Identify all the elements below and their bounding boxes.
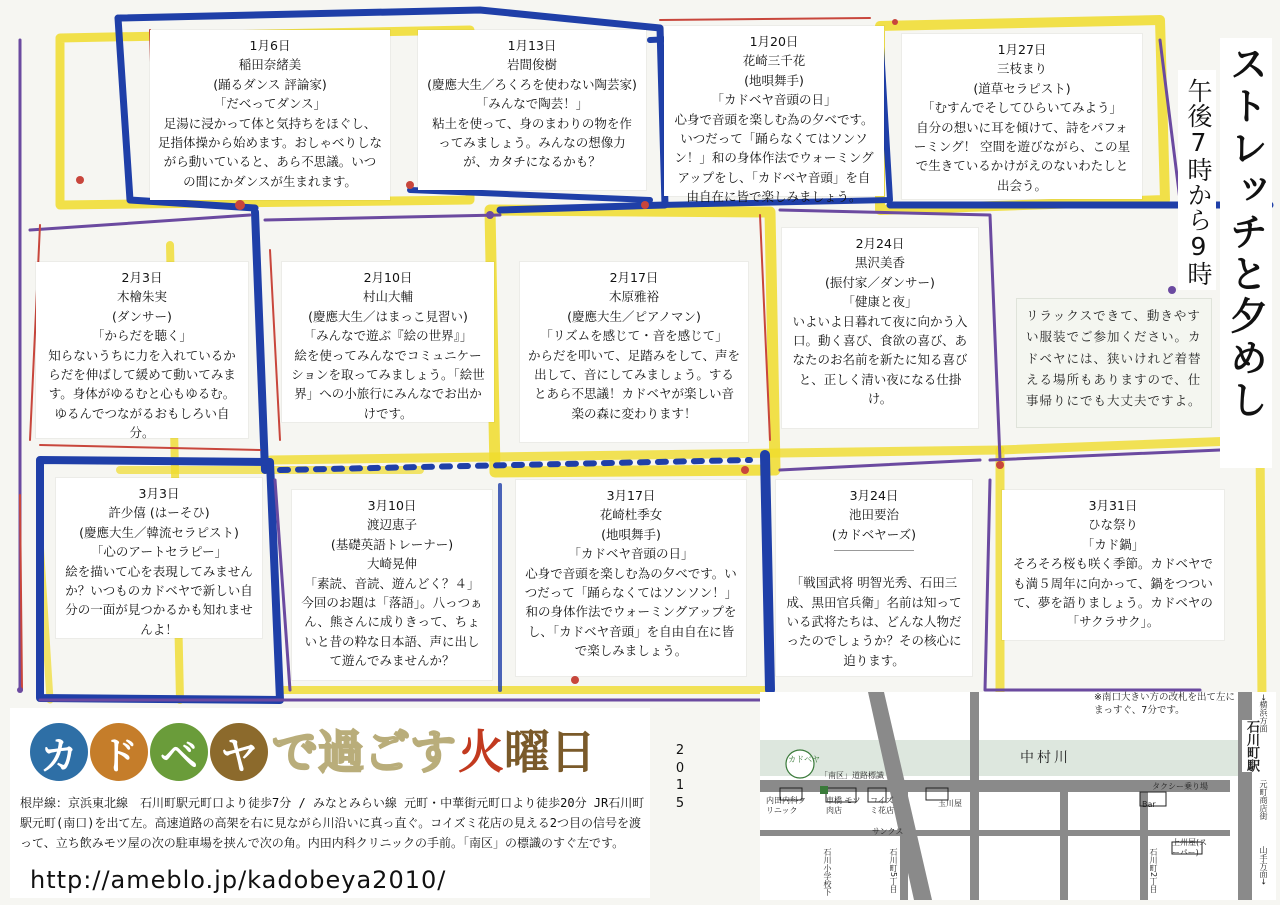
session-role: (慶應大生／韓流セラピスト): [79, 524, 239, 540]
banner: [10, 708, 650, 898]
session-role: (ダンサー): [112, 308, 172, 324]
divider: [834, 550, 914, 551]
session-role: (道草セラピスト): [973, 80, 1071, 96]
session-name: 花崎三千花: [742, 53, 806, 69]
session-name: 許少僖 (はーそひ): [108, 505, 210, 521]
session-date: 1月6日: [249, 38, 291, 53]
session-date: 3月10日: [367, 498, 417, 513]
session-title: 「リズムを感じて・音を感じて」: [540, 328, 728, 344]
session-title: 「心のアートセラピー」: [90, 544, 228, 560]
session-title: 「みんなで遊ぶ『絵の世界』」: [303, 328, 473, 344]
session-name: 三枝まり: [996, 61, 1047, 77]
session-description: 粘土を使って、身のまわりの物を作ってみましょう。みんなの想像力が、カタチになるかも？: [432, 115, 632, 170]
session-date: 1月27日: [997, 42, 1047, 57]
session-role: (慶應大生／ピアノマン): [567, 308, 701, 324]
session-card: [664, 26, 884, 204]
session-date: 3月3日: [138, 486, 180, 501]
map-label: 山手方面→: [1259, 846, 1268, 885]
time-label: 午後7時から9時: [1178, 70, 1216, 290]
session-card: [282, 262, 494, 422]
session-role: (基礎英語トレーナー): [330, 536, 454, 552]
session-card: [56, 478, 262, 638]
session-title: 「カドベヤ音頭の日」: [711, 92, 837, 108]
map-label: Bar: [1142, 800, 1156, 809]
session-role: (地唄舞手): [601, 526, 661, 542]
session-description: 足湯に浸かって体と気持ちをほぐし、足指体操から始めます。おしゃべりしながら動いていると、あら不思議。いつの間にかダンスが生まれます。: [158, 115, 383, 189]
map-label: 石川町5丁目: [889, 848, 898, 894]
map-station-label: 石川町駅: [1244, 720, 1259, 772]
map-shop-label: カドベヤ: [788, 755, 820, 764]
map-label: 元町商店街: [1259, 780, 1268, 820]
map-label: 車橋 モツ肉店: [826, 796, 861, 815]
session-role: 「カド鍋」: [1081, 536, 1145, 552]
session-card: [516, 480, 746, 676]
session-date: 1月20日: [749, 34, 799, 49]
session-description: 「素読、音読、遊んどく？４」今回のお題は「落語」。八っつぁん、熊さんに成りきって、ちょいと昔の粋な日本語、声に出して遊んでみませんか？: [301, 575, 483, 668]
brand-char: カ: [30, 723, 88, 781]
session-title: 「カドベヤ音頭の日」: [568, 546, 694, 562]
map-label: 玉川屋: [938, 799, 962, 808]
map-label: 上州屋(スーパー): [1172, 838, 1208, 857]
brand-day: 火曜日: [458, 725, 596, 779]
session-name: 木檜朱実: [116, 289, 167, 305]
session-card: [418, 30, 646, 190]
website-link[interactable]: http://ameblo.jp/kadobeya2010/: [30, 866, 447, 894]
session-name: 村山大輔: [362, 289, 413, 305]
session-name: 稲田奈緒美: [238, 57, 302, 73]
session-role: (慶應大生／はまっこ見習い): [308, 308, 468, 324]
session-date: 2月24日: [855, 236, 905, 251]
access-directions: 根岸線：京浜東北線 石川町駅元町口より徒歩7分 / みなとみらい線 元町・中華街元町口より徒歩20分 JR石川町駅元町(南口)を出て左。高速道路の高架を右に見ながら川沿いに真っ直ぐ。コイズミ花店の見える2つ目の信号を渡って、立ち飲みモツ屋の次の駐車場を挟んで次の角。内田内科クリニックの手前。「南区」の標識のすぐ左です。: [20, 796, 645, 850]
session-description: からだを叩いて、足踏みをして、声を出して、音にしてみましょう。するとあら不思議！カドベヤが楽しい音楽の森に変わります！: [528, 347, 741, 421]
session-description: 絵を描いて心を表現してみませんか？いつものカドベヤで新しい自分の一面が見つかるかも知れませんよ！: [65, 563, 253, 637]
brand-logo: [30, 716, 596, 788]
session-card: [150, 30, 390, 200]
map-label: →横浜方面: [1259, 694, 1268, 733]
map-label: 「南区」道路標識: [820, 771, 884, 780]
session-description: 絵を使ってみんなでコミュニケーションを取ってみましょう。「絵世界」への小旅行にみんなでお出かけです。: [291, 347, 485, 421]
session-name: 渡辺恵子: [366, 517, 417, 533]
session-role: (カドベヤーズ): [831, 526, 917, 542]
map-note: ※南口大きい方の改札を出て左にまっすぐ、7分です。: [1094, 692, 1235, 716]
session-role: (振付家／ダンサー): [825, 274, 935, 290]
session-role: (地唄舞手): [744, 72, 804, 88]
session-title: 「健康と夜」: [842, 294, 918, 310]
session-date: 3月17日: [606, 488, 656, 503]
map-label: 石川町2丁目: [1149, 848, 1158, 894]
session-title: 「みんなで陶芸！」: [475, 96, 589, 112]
session-date: 3月31日: [1088, 498, 1138, 513]
session-description: 知らないうちに力を入れているからだを伸ばして緩めて動いてみます。身体がゆるむと心もゆるむ。ゆるんでつながるおもしろい自分。: [48, 347, 236, 440]
session-title: 「むすんでそしてひらいてみよう」: [921, 100, 1122, 116]
session-card: [1002, 490, 1224, 640]
session-description: 自分の想いに耳を傾けて、詩をパフォーミング！ 空間を遊びながら、この星で生きているかけがえのないわたしと出会う。: [913, 119, 1131, 193]
session-card: [520, 262, 748, 442]
map-label: 石川小学校下: [823, 848, 832, 896]
session-description: 心身で音頭を楽しむ為の夕べです。いつだって「踊らなくてはソンソン！」和の身体作法でウォーミングアップをし、「カドベヤ音頭」を自由自在に皆で楽しみましょう。: [674, 111, 874, 204]
session-card: [36, 262, 248, 438]
session-name: 黒沢美香: [854, 255, 905, 271]
map-label: サンクス: [872, 827, 904, 836]
session-role: (踊るダンス 評論家): [213, 76, 327, 92]
series-title: ストレッチと夕めし: [1220, 38, 1272, 468]
session-name: 池田要治: [848, 507, 899, 523]
session-title: 「からだを聴く」: [91, 328, 192, 344]
map-label: コイズミ花店: [870, 796, 894, 815]
session-date: 1月13日: [507, 38, 557, 53]
brand-tagline: で過ごす: [272, 725, 456, 779]
session-date: 2月17日: [609, 270, 659, 285]
session-name: ひな祭り: [1087, 517, 1138, 533]
session-name: 花崎杜季女: [599, 507, 663, 523]
attire-note: リラックスできて、動きやすい服装でご参加ください。カドベヤには、狭いけれど着替える場所もありますので、仕事帰りにでも大丈夫ですよ。: [1016, 298, 1212, 428]
map-label: 内田内科クリニック: [766, 796, 806, 815]
session-date: 2月3日: [121, 270, 163, 285]
brand-char: ド: [90, 723, 148, 781]
session-card: [902, 34, 1142, 199]
brand-char: ヤ: [210, 723, 268, 781]
session-date: 2月10日: [363, 270, 413, 285]
session-description: いよいよ日暮れて夜に向かう入口。動く喜び、食欲の喜び、あなたのお名前を新たに知る喜びと、正しく清い夜になる仕掛け。: [792, 313, 968, 406]
session-card: [776, 480, 972, 676]
brand-char: ベ: [150, 723, 208, 781]
session-title: 「だべってダンス」: [213, 96, 327, 112]
session-description: 心身で音頭を楽しむ為の夕べです。いつだって「踊らなくてはソンソン！」和の身体作法でウォーミングアップをし、「カドベヤ音頭」を自由自在に皆で楽しみましょう。: [524, 565, 738, 658]
session-description: 「戦国武将 明智光秀、石田三成、黒田官兵衛」名前は知っている武将たちは、どんな人物だったのでしょうか？その核心に迫ります。: [786, 575, 962, 668]
session-role: (慶應大生／ろくろを使わない陶芸家): [427, 76, 637, 92]
session-card: [292, 490, 492, 680]
session-title: 大崎晃伸: [366, 556, 417, 572]
session-name: 岩間俊樹: [506, 57, 557, 73]
year-label: 2 0 1 5: [675, 743, 687, 811]
session-name: 木原雅裕: [608, 289, 659, 305]
session-date: 3月24日: [849, 488, 899, 503]
session-description: そろそろ桜も咲く季節。カドベヤでも満５周年に向かって、鍋をつついて、夢を語りましょう。カドベヤの「サクラサク」。: [1012, 556, 1213, 630]
map-label: タクシー乗り場: [1152, 782, 1208, 791]
session-card: [782, 228, 978, 428]
map-river-label: 中村川: [1020, 750, 1071, 766]
